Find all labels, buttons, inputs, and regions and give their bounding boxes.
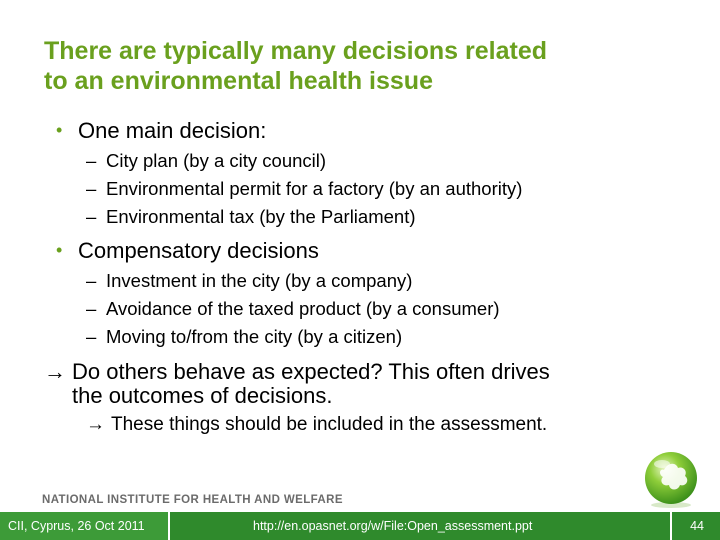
sub-item xyxy=(86,147,326,175)
footer-url: http://en.opasnet.org/w/File:Open_assessment.ppt xyxy=(253,519,533,533)
dash: – xyxy=(86,298,97,319)
page-number: 44 xyxy=(690,519,704,533)
dash: – xyxy=(86,178,97,199)
arrow-subparagraph xyxy=(86,413,547,437)
arrow-paragraph xyxy=(44,360,684,408)
sub-item-text: Environmental tax (by the Parliament) xyxy=(106,206,416,227)
sub-item-text: Investment in the city (by a company) xyxy=(106,270,413,291)
title-line-2: to an environmental health issue xyxy=(44,67,433,95)
bullet-dot: • xyxy=(56,240,63,260)
sub-item-text: Moving to/from the city (by a citizen) xyxy=(106,326,403,347)
sub-item-text: City plan (by a city council) xyxy=(106,150,327,171)
sub-item-text: Avoidance of the taxed product (by a consumer) xyxy=(106,298,500,319)
arrow-icon: → xyxy=(86,414,105,435)
sub-item xyxy=(86,323,402,351)
title-line-1: There are typically many decisions related xyxy=(44,37,548,65)
bullet-main-decision xyxy=(44,118,266,145)
footer-left-text: CII, Cyprus, 26 Oct 2011 xyxy=(8,519,145,533)
sub-item xyxy=(86,175,522,203)
sub-item xyxy=(86,295,500,323)
green-globe-icon xyxy=(642,450,700,508)
dash: – xyxy=(86,206,97,227)
dash: – xyxy=(86,326,97,347)
bullet-compensatory-decisions xyxy=(44,238,319,265)
sub-item-text: Environmental permit for a factory (by an authority) xyxy=(106,178,523,199)
dash: – xyxy=(86,270,97,291)
bullet-text: One main decision: xyxy=(78,118,267,143)
bullet-text: Compensatory decisions xyxy=(78,238,319,263)
sub-item xyxy=(86,267,412,295)
arrow-paragraph-line-1: Do others behave as expected? This often drives xyxy=(72,359,550,384)
dash: – xyxy=(86,150,97,171)
footer-bar xyxy=(0,512,720,540)
bullet-dot: • xyxy=(56,120,63,140)
institute-logo-text: NATIONAL INSTITUTE FOR HEALTH AND WELFARE xyxy=(42,494,343,506)
arrow-subparagraph-text: These things should be included in the assessment. xyxy=(111,414,548,435)
arrow-icon: → xyxy=(44,359,66,384)
arrow-paragraph-line-2: the outcomes of decisions. xyxy=(72,383,333,408)
slide-title xyxy=(44,36,684,96)
sub-item xyxy=(86,203,416,231)
